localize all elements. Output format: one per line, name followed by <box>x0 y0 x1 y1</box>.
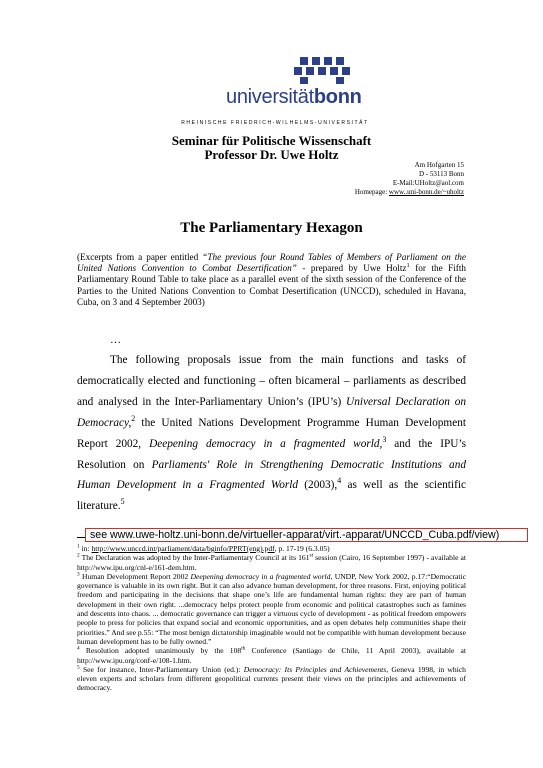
homepage-link[interactable]: www..uni-bonn.de/~uholtz <box>388 188 464 196</box>
university-tagline: RHEINISCHE FRIEDRICH-WILHELMS-UNIVERSITÄT <box>181 120 369 126</box>
footnote-4 <box>77 646 466 665</box>
address-street: Am Hofgarten 15 <box>414 161 464 169</box>
footnote-5 <box>77 665 466 693</box>
footnote-text: , Geneva 1998, in which eleven experts and scholars from different geopolitical currents present their views on the principles and achievements of democracy. <box>77 664 466 693</box>
ordinal-suffix: th <box>241 645 246 652</box>
intro-text-2: - prepared by Uwe Holtz <box>296 263 407 274</box>
footnote-ref-5: 5 <box>120 497 125 507</box>
footnote-number: 3 <box>77 571 80 578</box>
document-title: The Parliamentary Hexagon <box>180 220 363 236</box>
department-heading: Seminar für Politische Wissenschaft <box>171 133 372 148</box>
ellipsis: … <box>110 334 121 346</box>
body-italic-resolution: Parliaments' Role in Strengthening Democratic Institutions and Human Development in a Fragmented World <box>77 458 466 492</box>
footnote-ref-4: 4 <box>337 476 342 486</box>
homepage-label: Homepage: <box>354 188 389 196</box>
footnote-text: Conference (Santiago de Chile, 11 April 2003), available at http://www.ipu.org/conf-e/108-1.htm. <box>77 646 466 665</box>
footnotes <box>77 544 466 693</box>
intro-paper-title: “The previous four Round Tables of Members of Parliament on the United Nations Convention to Combat Desertification” <box>77 252 466 274</box>
footnote-ref-3: 3 <box>382 434 387 444</box>
intro-paragraph <box>77 252 466 308</box>
footnote-ref-2: 2 <box>131 413 136 423</box>
body-italic-declaration: Universal Declaration on Democracy, <box>77 395 466 429</box>
footnote-text: session (Cairo, 16 September 1997) - available at http://www.ipu.org/cnl-e/161-dem.htm. <box>77 553 466 572</box>
body-paragraph <box>77 350 466 517</box>
body-text-3: and the IPU’s Resolution on <box>77 437 466 471</box>
footnote-1 <box>77 544 466 553</box>
address-homepage <box>355 188 464 196</box>
footnote-1-link[interactable]: http://www.unccd.int/parliament/data/bginfo/PPRT(eng).pdf <box>91 544 275 553</box>
footnote-number: 5 <box>77 664 80 671</box>
body-text-5: as well as the scientific literature. <box>77 479 466 513</box>
footnote-number: 1 <box>77 543 80 550</box>
body-text-2: the United Nations Development Programme Human Development Report 2002, <box>77 416 466 450</box>
footnote-text: Resolution adopted unanimously by the 108 <box>79 646 242 656</box>
footnote-number: 4 <box>77 645 80 652</box>
annotation-link[interactable]: see www.uwe-holtz.uni-bonn.de/virtueller-apparat/virt.-apparat/UNCCD_Cuba.pdf/view) <box>90 529 500 541</box>
footnote-ref-1: 1 <box>406 262 410 270</box>
footnote-italic: Democracy: Its Principles and Achievements <box>243 664 387 674</box>
footnote-text: See for instance, Inter-Parliamentary Union (ed.): <box>79 664 244 674</box>
body-text-1: The following proposals issue from the main functions and tasks of democratically elected and functioning – often bicameral – parliaments as described and analysed in the Inter-Parliamentary Union’s (IPU’s) <box>77 354 466 408</box>
intro-text-1: (Excerpts from a paper entitled <box>77 252 203 262</box>
footnote-text: in: <box>79 544 92 553</box>
footnote-3 <box>77 572 466 646</box>
address-email: E-Mail:UHoltz@aol.com <box>392 179 464 187</box>
footnote-separator <box>77 537 85 538</box>
body-text-4: (2003), <box>298 479 338 492</box>
footnote-text: UNDP, New York 2002, p.17:“Democratic governance is valuable in its own right. But it can also advance human development, for three reasons. First, enjoying political freedom and participating in the decisions that shape one’s life are fundamental human rights: they are part of human development in their own right. ...democracy helps protect people from economic and political catastrophes such as famines and descents into chaos. ... democratic governance can trigger a virtuous cycle of development - as political freedom empowers people to press for policies that expand social and economic opportunities, and as open debates help communities shape their priorities.” And see p.55: “The most benign dictatorship imaginable would not be compatible with human development because human development has to be fully owned.” <box>77 571 466 646</box>
footnote-text: Human Development Report 2002 <box>79 571 191 581</box>
intro-text-3: for the Fifth Parliamentary Round Table to take place as a parallel event of the sixth session of the Conference of the Parties to the United Nations Convention to Combat Desertification (UNCCD), scheduled in Havana, Cuba, on 3 and 4 September 2003) <box>77 263 467 307</box>
body-italic-report: Deepening democracy in a fragmented world, <box>149 437 383 450</box>
wordmark-bold: bonn <box>313 86 362 108</box>
footnote-2 <box>77 553 466 572</box>
professor-heading: Professor Dr. Uwe Holtz <box>204 147 339 162</box>
footnote-text: The Declaration was adopted by the Inter-Parliamentary Council at its 161 <box>79 553 310 563</box>
wordmark-plain: universität <box>226 86 314 108</box>
footnote-text: , p. 17-19 (6.3.05) <box>274 544 330 553</box>
footnote-italic: Deepening democracy in a fragmented world, <box>190 571 333 581</box>
ordinal-suffix: st <box>309 552 314 559</box>
wordmark <box>226 86 362 109</box>
footnote-number: 2 <box>77 552 80 559</box>
address-city: D - 53113 Bonn <box>418 170 464 178</box>
